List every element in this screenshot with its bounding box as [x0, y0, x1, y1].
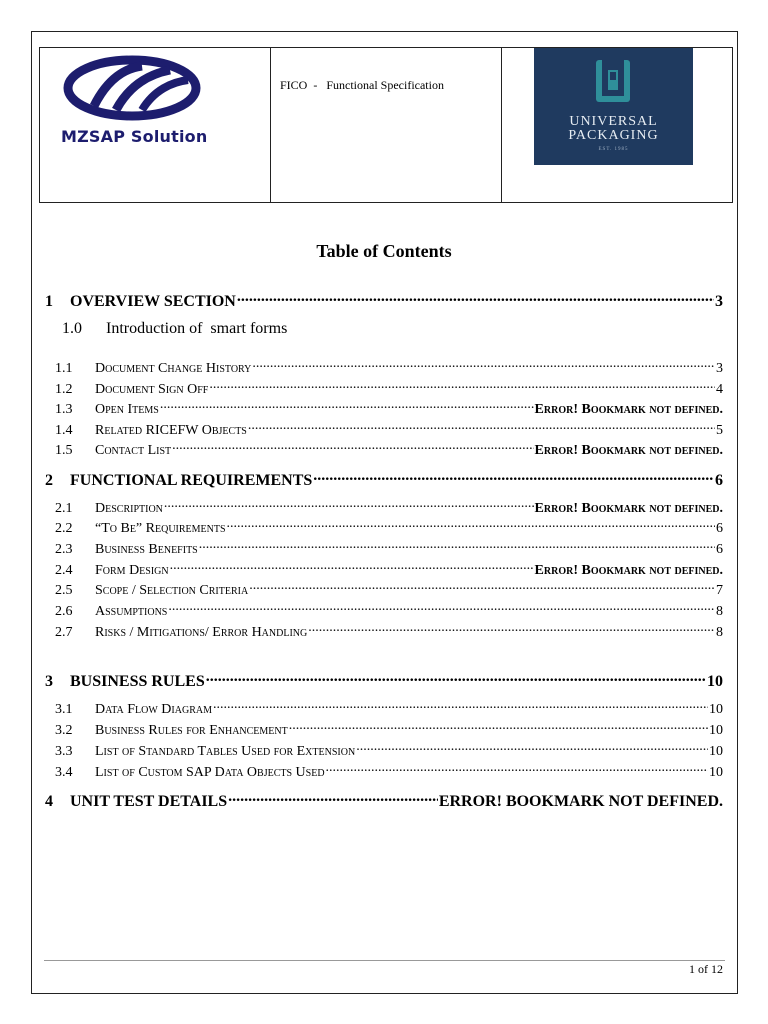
- toc-entry-label: OVERVIEW SECTION: [70, 293, 236, 310]
- toc-entry-number: 3: [45, 673, 53, 690]
- toc-entry-label: Data Flow Diagram: [95, 702, 212, 717]
- toc-entry-number: 3.4: [55, 765, 73, 780]
- toc-entry[interactable]: [45, 290, 723, 311]
- toc-entry-label: Description: [95, 501, 163, 516]
- toc-entry[interactable]: [45, 601, 723, 620]
- toc-leader-dots: [199, 539, 715, 553]
- toc-leader-dots: [213, 699, 708, 713]
- toc-entry[interactable]: [45, 670, 723, 691]
- toc-leader-dots: [172, 440, 533, 454]
- toc-entry-page: 6: [716, 521, 723, 536]
- toc-entry-page-error: ERROR! BOOKMARK NOT DEFINED.: [438, 793, 723, 810]
- toc-entry-label: Document Change History: [95, 361, 252, 376]
- toc-leader-dots: [249, 580, 715, 594]
- toc-entry-label: Business Rules for Enhancement: [95, 723, 288, 738]
- toc-leader-dots: [356, 741, 708, 755]
- toc-entry-page: 6: [716, 542, 723, 557]
- toc-entry-number: 2.2: [55, 521, 73, 536]
- toc-entry-page-error: Error! Bookmark not defined.: [534, 563, 723, 578]
- toc-leader-dots: [308, 622, 715, 636]
- toc-entry-number: 1.5: [55, 443, 73, 458]
- page-number: 1 of 12: [689, 962, 723, 976]
- toc-entry-number: 2.4: [55, 563, 73, 578]
- toc-entry[interactable]: [45, 560, 723, 579]
- toc-leader-dots: [160, 399, 534, 413]
- toc-entry[interactable]: [45, 539, 723, 558]
- logo-word-packaging: PACKAGING: [568, 128, 659, 143]
- toc-entry[interactable]: [45, 518, 723, 537]
- toc-entry-label: List of Custom SAP Data Objects Used: [95, 765, 325, 780]
- toc-entry-page-error: Error! Bookmark not defined.: [534, 443, 723, 458]
- toc-entry-page: 6: [715, 472, 723, 489]
- toc-entry[interactable]: [45, 379, 723, 398]
- toc-leader-dots: [326, 762, 708, 776]
- toc-heading: Table of Contents: [316, 241, 452, 261]
- toc-entry-page: 5: [716, 423, 723, 438]
- toc-entry[interactable]: [45, 720, 723, 739]
- toc-leader-dots: [209, 379, 715, 393]
- toc-entry-page: 10: [707, 673, 723, 690]
- toc-entry-label: Open Items: [95, 402, 159, 417]
- toc-entry[interactable]: [45, 699, 723, 718]
- toc-entry-label: Related RICEFW Objects: [95, 423, 247, 438]
- footer-rule: [44, 960, 725, 961]
- toc-entry-page: 10: [709, 723, 723, 738]
- toc-entry-label: “To Be” Requirements: [95, 521, 226, 536]
- toc-entry-page-error: Error! Bookmark not defined.: [534, 501, 723, 516]
- header-cell-spec-title: [271, 48, 502, 202]
- toc-entry-page: 10: [709, 744, 723, 759]
- toc-entry-number: 1.3: [55, 402, 73, 417]
- toc-leader-dots: [206, 670, 706, 686]
- toc-entry[interactable]: [45, 358, 723, 377]
- toc-entry[interactable]: [45, 420, 723, 439]
- toc-entry[interactable]: [45, 622, 723, 641]
- toc-entry-number: 1.1: [55, 361, 73, 376]
- toc-entry[interactable]: [45, 469, 723, 490]
- toc-entry-label: Form Design: [95, 563, 169, 578]
- toc-entry-label: Business Benefits: [95, 542, 198, 557]
- toc-entry-page: 3: [715, 293, 723, 310]
- toc-entry-label: Document Sign Off: [95, 382, 209, 397]
- mzsap-logo-text: MZSAP Solution: [61, 127, 208, 146]
- toc-entry-number: 2.1: [55, 501, 73, 516]
- toc-entry-label: Contact List: [95, 443, 172, 458]
- toc-entry-label: FUNCTIONAL REQUIREMENTS: [70, 472, 313, 489]
- toc-entry-page: 8: [716, 604, 723, 619]
- toc-entry-page: 10: [709, 702, 723, 717]
- toc-leader-dots: [170, 560, 534, 574]
- toc-entry-number: 2.5: [55, 583, 73, 598]
- toc-entry-page: 3: [716, 361, 723, 376]
- header-cell-client-logo: [502, 48, 732, 202]
- toc-entry[interactable]: [45, 580, 723, 599]
- toc-entry-number: 2: [45, 472, 53, 489]
- universal-packaging-logo: [534, 48, 693, 165]
- logo-established-year: EST. 1985: [598, 147, 629, 152]
- toc-leader-dots: [164, 498, 534, 512]
- toc-leader-dots: [248, 420, 715, 434]
- toc-leader-dots: [313, 469, 714, 485]
- toc-entry-number: 2.6: [55, 604, 73, 619]
- spec-title: FICO - Functional Specification: [280, 78, 444, 92]
- toc-entry-page-error: Error! Bookmark not defined.: [534, 402, 723, 417]
- toc-entry-page: 8: [716, 625, 723, 640]
- toc-entry-number: 4: [45, 793, 53, 810]
- toc-entry-label: Risks / Mitigations/ Error Handling: [95, 625, 308, 640]
- toc-entry[interactable]: [45, 790, 723, 811]
- document-header-table: [39, 47, 733, 203]
- toc-entry-label: UNIT TEST DETAILS: [70, 793, 228, 810]
- toc-entry-number: 3.2: [55, 723, 73, 738]
- toc-leader-dots: [227, 518, 715, 532]
- toc-leader-dots: [237, 290, 714, 306]
- toc-entry-label: Assumptions: [95, 604, 168, 619]
- toc-entry-number: 3.1: [55, 702, 73, 717]
- toc-entry-page: 4: [716, 382, 723, 397]
- toc-leader-dots: [289, 720, 708, 734]
- toc-entry[interactable]: [45, 440, 723, 459]
- toc-entry-page: 7: [716, 583, 723, 598]
- toc-entry-number: 2.3: [55, 542, 73, 557]
- toc-entry-number: 1.2: [55, 382, 73, 397]
- toc-entry-number: 1.4: [55, 423, 73, 438]
- toc-leader-dots: [252, 358, 715, 372]
- header-cell-company-logo: [40, 48, 271, 202]
- toc-intro-line: 1.0 Introduction of smart forms: [62, 320, 288, 337]
- toc-entry[interactable]: [45, 399, 723, 418]
- toc-entry-number: 2.7: [55, 625, 73, 640]
- toc-entry[interactable]: [45, 498, 723, 517]
- toc-entry-number: 1: [45, 293, 53, 310]
- toc-entry-label: List of Standard Tables Used for Extension: [95, 744, 356, 759]
- logo-word-universal: UNIVERSAL: [569, 114, 658, 129]
- toc-entry-label: BUSINESS RULES: [70, 673, 205, 690]
- toc-entry-number: 3.3: [55, 744, 73, 759]
- toc-leader-dots: [228, 790, 438, 806]
- toc-entry-page: 10: [709, 765, 723, 780]
- toc-entry[interactable]: [45, 762, 723, 781]
- toc-entry[interactable]: [45, 741, 723, 760]
- toc-entry-label: Scope / Selection Criteria: [95, 583, 249, 598]
- toc-leader-dots: [168, 601, 715, 615]
